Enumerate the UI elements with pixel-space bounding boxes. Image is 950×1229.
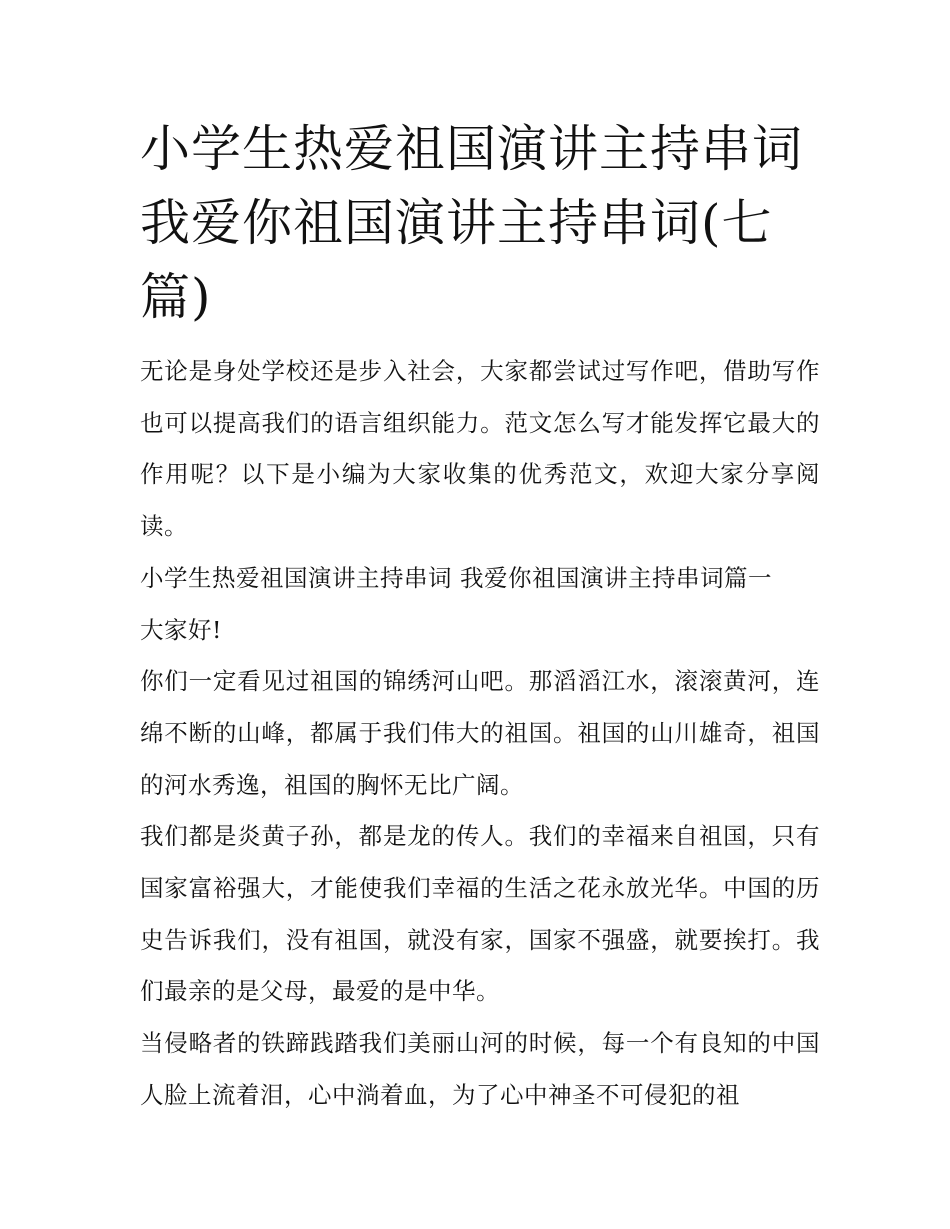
document-page <box>140 112 820 1122</box>
document-title: 小学生热爱祖国演讲主持串词 我爱你祖国演讲主持串词(七篇) <box>140 120 803 326</box>
section-heading: 小学生热爱祖国演讲主持串词 我爱你祖国演讲主持串词篇一 <box>140 563 772 592</box>
body-paragraph: 当侵略者的铁蹄践踏我们美丽山河的时候，每一个有良知的中国人脸上流着泪，心中淌着血，为了心中神圣不可侵犯的祖 <box>140 1029 820 1109</box>
body-paragraph: 我们都是炎黄子孙，都是龙的传人。我们的幸福来自祖国，只有国家富裕强大，才能使我们幸福的生活之花永放光华。中国的历史告诉我们，没有祖国，就没有家，国家不强盛，就要挨打。我们最亲的是父母，最爱的是中华。 <box>140 822 820 1006</box>
intro-paragraph: 无论是身处学校还是步入社会，大家都尝试过写作吧，借助写作也可以提高我们的语言组织能力。范文怎么写才能发挥它最大的作用呢？以下是小编为大家收集的优秀范文，欢迎大家分享阅读。 <box>140 357 820 541</box>
greeting-paragraph: 大家好! <box>140 615 222 644</box>
document-body <box>140 346 820 1122</box>
body-paragraph: 你们一定看见过祖国的锦绣河山吧。那滔滔江水，滚滚黄河，连绵不断的山峰，都属于我们伟大的祖国。祖国的山川雄奇，祖国的河水秀逸，祖国的胸怀无比广阔。 <box>140 667 820 799</box>
